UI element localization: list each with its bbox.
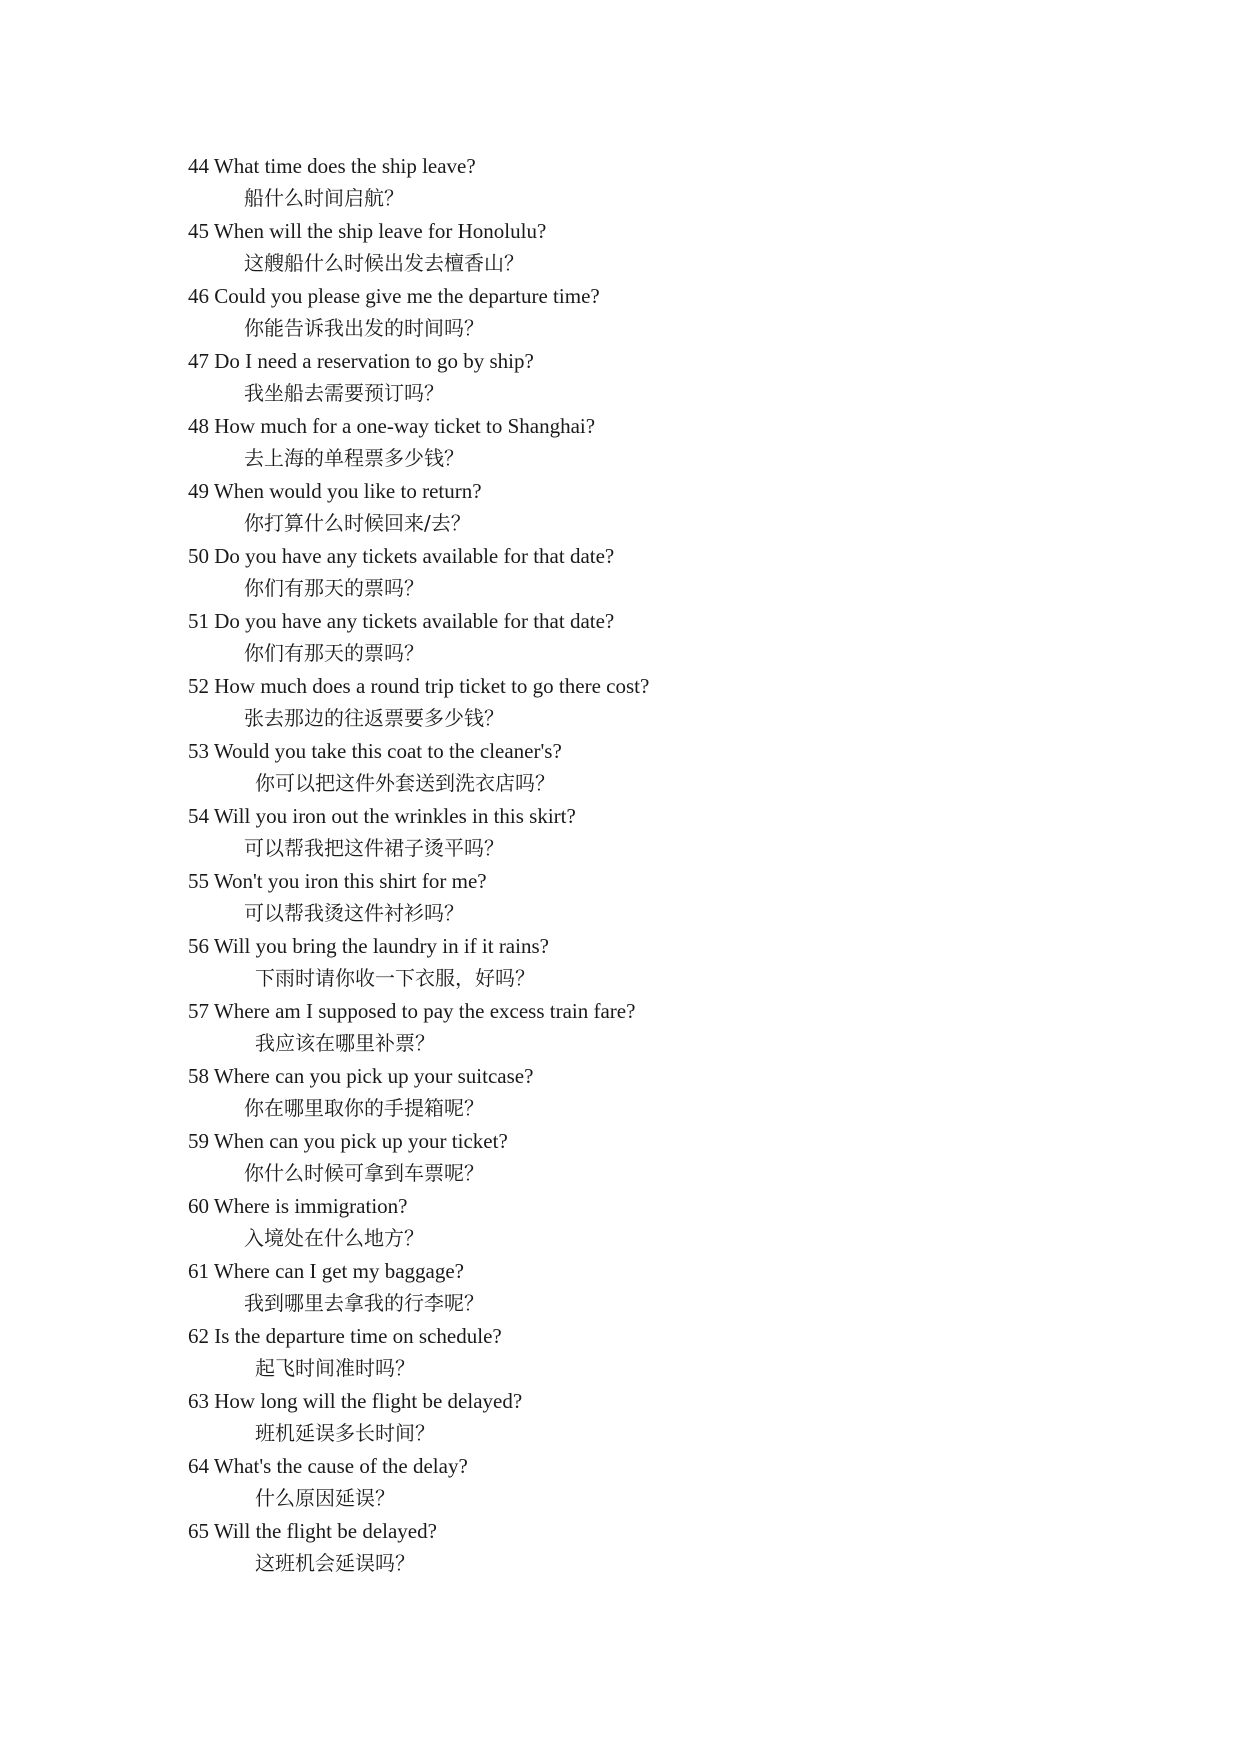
english-sentence: 45 When will the ship leave for Honolulu?	[188, 219, 547, 243]
phrase-entry	[188, 1125, 1088, 1190]
phrase-entry	[188, 930, 1088, 995]
english-sentence: 55 Won't you iron this shirt for me?	[188, 869, 487, 893]
english-sentence: 61 Where can I get my baggage?	[188, 1259, 464, 1283]
english-sentence: 52 How much does a round trip ticket to go there cost?	[188, 674, 650, 698]
chinese-translation: 你什么时候可拿到车票呢？	[244, 1161, 484, 1185]
chinese-translation: 什么原因延误？	[255, 1486, 395, 1510]
phrase-entry	[188, 1450, 1088, 1515]
english-sentence: 44 What time does the ship leave?	[188, 154, 476, 178]
phrase-entry	[188, 410, 1088, 475]
chinese-translation: 这艘船什么时候出发去檀香山？	[244, 251, 524, 275]
chinese-translation: 起飞时间准时吗？	[255, 1356, 415, 1380]
phrase-entry	[188, 280, 1088, 345]
phrase-entry	[188, 670, 1088, 735]
english-sentence: 50 Do you have any tickets available for that date?	[188, 544, 615, 568]
phrase-list	[188, 150, 1088, 1580]
phrase-entry	[188, 1515, 1088, 1580]
chinese-translation: 张去那边的往返票要多少钱？	[244, 706, 504, 730]
english-sentence: 64 What's the cause of the delay?	[188, 1454, 468, 1478]
chinese-translation: 我坐船去需要预订吗？	[244, 381, 444, 405]
chinese-translation: 你们有那天的票吗？	[244, 641, 424, 665]
chinese-translation: 我到哪里去拿我的行李呢？	[244, 1291, 484, 1315]
english-sentence: 60 Where is immigration?	[188, 1194, 408, 1218]
english-sentence: 56 Will you bring the laundry in if it rains?	[188, 934, 549, 958]
english-sentence: 51 Do you have any tickets available for that date?	[188, 609, 615, 633]
english-sentence: 57 Where am I supposed to pay the excess train fare?	[188, 999, 636, 1023]
chinese-translation: 你打算什么时候回来/去？	[244, 511, 471, 535]
phrase-entry	[188, 345, 1088, 410]
english-sentence: 53 Would you take this coat to the cleaner's?	[188, 739, 562, 763]
chinese-translation: 班机延误多长时间？	[255, 1421, 435, 1445]
english-sentence: 58 Where can you pick up your suitcase?	[188, 1064, 534, 1088]
phrase-entry	[188, 995, 1088, 1060]
chinese-translation: 可以帮我烫这件衬衫吗？	[244, 901, 464, 925]
english-sentence: 65 Will the flight be delayed?	[188, 1519, 437, 1543]
phrase-entry	[188, 1320, 1088, 1385]
phrase-entry	[188, 800, 1088, 865]
english-sentence: 47 Do I need a reservation to go by ship?	[188, 349, 534, 373]
chinese-translation: 你能告诉我出发的时间吗？	[244, 316, 484, 340]
chinese-translation: 你在哪里取你的手提箱呢？	[244, 1096, 484, 1120]
chinese-translation: 你们有那天的票吗？	[244, 576, 424, 600]
phrase-entry	[188, 1060, 1088, 1125]
english-sentence: 46 Could you please give me the departure time?	[188, 284, 600, 308]
phrase-entry	[188, 475, 1088, 540]
english-sentence: 63 How long will the flight be delayed?	[188, 1389, 523, 1413]
phrase-entry	[188, 735, 1088, 800]
chinese-translation: 入境处在什么地方？	[244, 1226, 424, 1250]
english-sentence: 59 When can you pick up your ticket?	[188, 1129, 508, 1153]
phrase-entry	[188, 1190, 1088, 1255]
phrase-entry	[188, 215, 1088, 280]
english-sentence: 49 When would you like to return?	[188, 479, 482, 503]
chinese-translation: 你可以把这件外套送到洗衣店吗？	[255, 771, 555, 795]
phrase-entry	[188, 1385, 1088, 1450]
chinese-translation: 我应该在哪里补票？	[255, 1031, 435, 1055]
chinese-translation: 船什么时间启航？	[244, 186, 404, 210]
english-sentence: 62 Is the departure time on schedule?	[188, 1324, 502, 1348]
phrase-entry	[188, 540, 1088, 605]
chinese-translation: 这班机会延误吗？	[255, 1551, 415, 1575]
chinese-translation: 可以帮我把这件裙子烫平吗？	[244, 836, 504, 860]
chinese-translation: 下雨时请你收一下衣服，好吗？	[255, 966, 535, 990]
chinese-translation: 去上海的单程票多少钱？	[244, 446, 464, 470]
english-sentence: 48 How much for a one-way ticket to Shanghai?	[188, 414, 596, 438]
phrase-entry	[188, 605, 1088, 670]
phrase-entry	[188, 1255, 1088, 1320]
english-sentence: 54 Will you iron out the wrinkles in this skirt?	[188, 804, 576, 828]
phrase-entry	[188, 150, 1088, 215]
phrase-entry	[188, 865, 1088, 930]
